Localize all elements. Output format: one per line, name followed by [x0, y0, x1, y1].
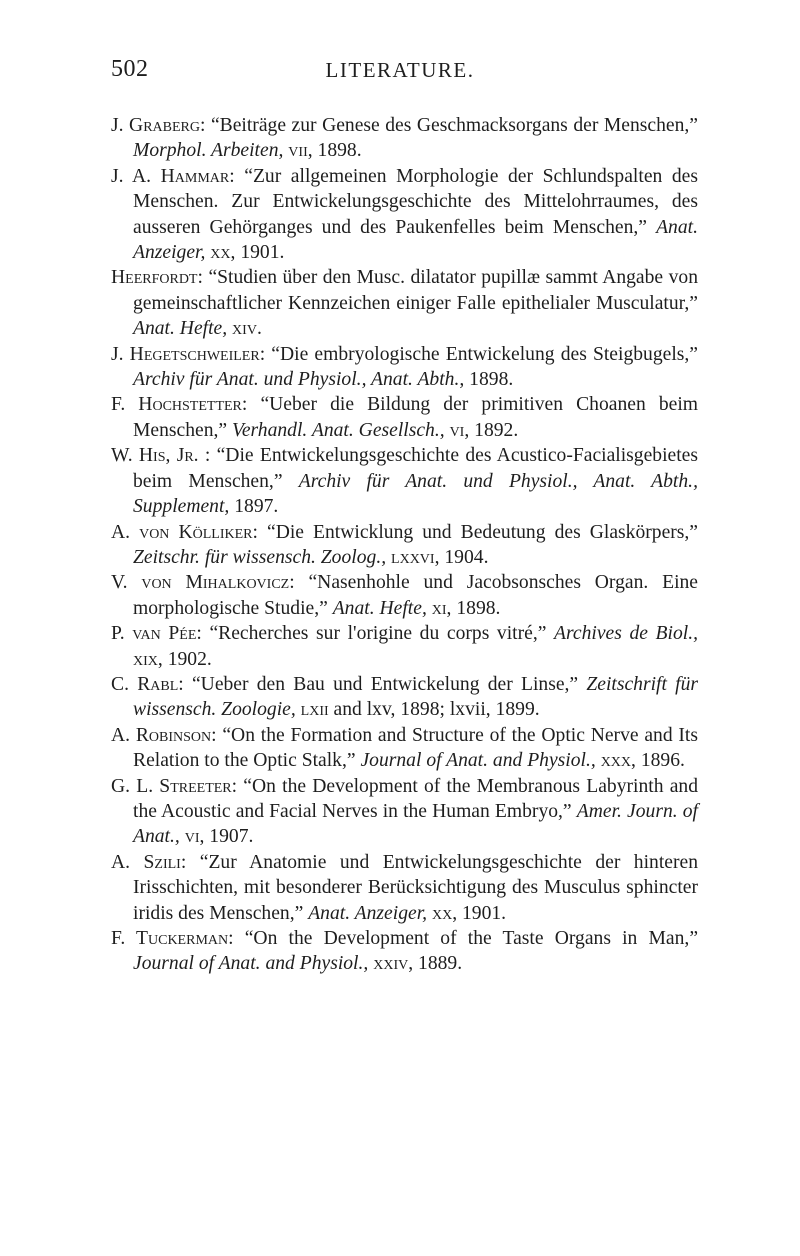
- reference-title: “Die Entwicklung und Bedeutung des Glaskörpers,”: [267, 521, 699, 543]
- reference-separator: :: [178, 673, 192, 695]
- reference-source: Morphol. Arbeiten,: [133, 140, 284, 162]
- reference-title: “On the Development of the Membranous Labyrinth and the Acoustic and Facial Nerves in the Human Embryo,”: [133, 775, 698, 822]
- reference-source: Zeitschr. für wissensch. Zoolog.,: [133, 546, 387, 568]
- reference-source: Anat. Hefte,: [332, 597, 427, 619]
- reference-entry: [111, 621, 698, 672]
- reference-separator: :: [199, 115, 211, 136]
- reference-title: “Ueber die Bildung der primitiven Choanen beim Menschen,”: [133, 394, 699, 441]
- reference-entry: [111, 520, 698, 571]
- reference-separator: :: [211, 724, 223, 746]
- reference-separator: :: [289, 572, 309, 594]
- reference-rest: , 1896.: [631, 750, 685, 772]
- reference-rest: , 1889.: [408, 953, 463, 975]
- reference-title: “Beiträge zur Genese des Geschmacksorgans der Menschen,”: [210, 115, 698, 136]
- reference-rest: , 1902.: [157, 648, 212, 670]
- reference-entry: [111, 392, 698, 443]
- reference-author: C. Rabl: [111, 673, 179, 695]
- reference-source: Archiv für Anat. und Physiol., Anat. Abth., Supplement,: [133, 470, 698, 518]
- reference-rest: 1897.: [229, 496, 279, 518]
- reference-separator: :: [229, 165, 245, 187]
- reference-separator: :: [197, 267, 209, 289]
- reference-entry: [111, 723, 698, 774]
- reference-rest: and lxv, 1898; lxvii, 1899.: [328, 699, 540, 721]
- reference-volume: vi: [184, 826, 200, 848]
- reference-source: Verhandl. Anat. Gesellsch.,: [232, 419, 445, 441]
- reference-rest: .: [256, 318, 262, 340]
- page-title: LITERATURE.: [325, 58, 475, 82]
- reference-volume: xiv: [232, 318, 257, 340]
- reference-volume: xx: [210, 242, 231, 264]
- reference-volume: vii: [288, 140, 308, 162]
- reference-author: Heerfordt: [111, 267, 198, 289]
- reference-list: [111, 113, 698, 977]
- reference-title: “On the Formation and Structure of the Optic Nerve and Its Relation to the Optic Stalk,”: [133, 724, 699, 772]
- reference-source: Journal of Anat. and Physiol.,: [360, 750, 596, 772]
- reference-rest: 1898.: [464, 369, 514, 391]
- reference-separator: :: [196, 623, 210, 645]
- reference-volume: lxii: [300, 699, 329, 721]
- running-head: [0, 56, 800, 90]
- reference-entry: [111, 443, 698, 519]
- reference-author: F. Tuckerman: [111, 928, 229, 949]
- reference-entry: [111, 164, 698, 266]
- reference-author: A. von Kölliker: [111, 521, 253, 543]
- reference-separator: :: [231, 775, 244, 797]
- reference-rest: , 1901.: [230, 242, 285, 264]
- reference-rest: , 1898.: [307, 140, 362, 162]
- reference-rest: , 1904.: [434, 546, 489, 568]
- reference-title: “Die Entwickelungsgeschichte des Acustico-Facialisgebietes beim Menschen,”: [133, 445, 698, 492]
- reference-author: F. Hochstetter: [111, 394, 242, 416]
- reference-title: “On the Development of the Taste Organs in Man,”: [244, 928, 699, 949]
- reference-source: Archiv für Anat. und Physiol., Anat. Abth.,: [133, 369, 465, 391]
- reference-title: “Recherches sur l'origine du corps vitré,”: [209, 623, 555, 645]
- reference-entry: [111, 926, 698, 977]
- reference-rest: , 1898.: [446, 597, 501, 619]
- reference-entry: [111, 774, 698, 850]
- reference-volume: xxiv: [373, 953, 409, 975]
- reference-title: “Ueber den Bau und Entwickelung der Linse,”: [191, 673, 587, 695]
- reference-author: W. His, Jr.: [111, 445, 199, 467]
- reference-author: P. van Pée: [111, 623, 197, 645]
- reference-volume: xix: [133, 648, 158, 670]
- reference-source: Archives de Biol.,: [554, 623, 699, 645]
- reference-source: Journal of Anat. and Physiol.,: [133, 953, 369, 975]
- reference-entry: [111, 342, 698, 393]
- reference-entry: [111, 672, 698, 723]
- reference-volume: xxx: [600, 750, 632, 772]
- reference-volume: xx: [431, 902, 453, 924]
- reference-rest: , 1907.: [199, 826, 254, 848]
- reference-source: Anat. Anzeiger,: [308, 902, 428, 924]
- reference-title: “Zur Anatomie und Entwickelungsgeschichte der hinteren Irisschichten, mit besonderer Berücksichtigung des Musculus sphincter iridis des Menschen,”: [133, 851, 699, 924]
- reference-source: Anat. Anzeiger,: [133, 216, 698, 264]
- reference-author: G. L. Streeter: [111, 775, 232, 797]
- reference-author: A. Szili: [111, 851, 181, 873]
- reference-rest: , 1892.: [464, 419, 519, 441]
- reference-author: J. Hegetschweiler: [111, 343, 260, 365]
- reference-source: Anat. Hefte,: [133, 318, 228, 340]
- reference-author: A. Robinson: [111, 724, 212, 746]
- reference-source: Zeitschrift für wissensch. Zoologie,: [133, 673, 699, 721]
- reference-separator: :: [241, 394, 261, 416]
- reference-author: J. A. Hammar: [111, 165, 230, 187]
- reference-entry: [111, 850, 698, 926]
- reference-title: “Studien über den Musc. dilatator pupillæ sammt Angabe von gemeinschaftlicher Kennzeichen einiger Falle epithelialer Musculatur,”: [133, 267, 699, 314]
- reference-separator: :: [180, 851, 200, 873]
- reference-volume: lxxvi: [391, 546, 435, 568]
- reference-author: V. von Mihalkovicz: [111, 572, 290, 594]
- reference-volume: vi: [449, 419, 465, 441]
- reference-entry: [111, 570, 698, 621]
- reference-rest: , 1901.: [452, 902, 507, 924]
- reference-entry: [111, 265, 698, 341]
- reference-author: J. Graberg: [111, 115, 200, 136]
- reference-title: “Die embryologische Entwickelung des Steigbugels,”: [271, 343, 698, 365]
- reference-entry: [111, 113, 698, 164]
- reference-volume: xi: [431, 597, 447, 619]
- reference-separator: :: [259, 343, 272, 365]
- reference-title: “Zur allgemeinen Morphologie der Schlundspalten des Menschen. Zur Entwickelungsgeschichte des Mittelohrraumes, des ausseren Gehörganges und des Paukenfelles beim Menschen,”: [133, 165, 698, 238]
- reference-title: “Nasenhohle und Jacobsonsches Organ. Eine morphologische Studie,”: [133, 572, 699, 619]
- reference-separator: :: [198, 445, 217, 467]
- page-number: 502: [111, 56, 149, 82]
- reference-separator: :: [228, 928, 245, 949]
- reference-source: Amer. Journ. of Anat.,: [133, 800, 698, 848]
- reference-separator: :: [252, 521, 267, 543]
